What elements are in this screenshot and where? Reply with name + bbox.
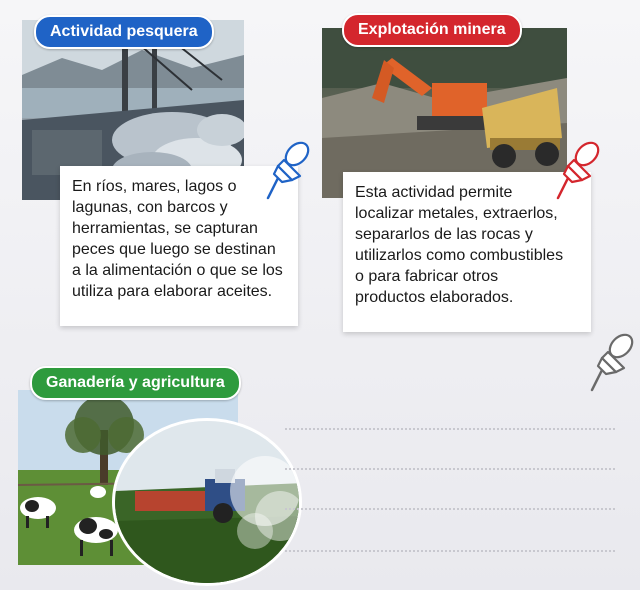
fishing-line: a la alimentación o que se los	[72, 262, 283, 279]
mining-line: localizar metales, extraerlos,	[355, 205, 558, 222]
fishing-line: peces que luego se destinan	[72, 241, 276, 258]
pushpin-icon	[556, 138, 600, 205]
writing-line	[285, 468, 615, 470]
fishing-line: utiliza para elaborar aceites.	[72, 283, 273, 300]
mining-line: o para fabricar otros	[355, 268, 499, 285]
mining-line: Esta actividad permite	[355, 184, 513, 201]
farming-title: Ganadería y agricultura	[30, 366, 241, 400]
pushpin-icon	[266, 138, 310, 205]
pushpin-icon	[590, 330, 634, 397]
mining-line: separarlos de las rocas y	[355, 226, 533, 243]
writing-line	[285, 508, 615, 510]
writing-line	[285, 550, 615, 552]
fishing-line: herramientas, se capturan	[72, 220, 258, 237]
fishing-line: lagunas, con barcos y	[72, 199, 228, 216]
fishing-description	[60, 166, 298, 326]
fishing-title: Actividad pesquera	[34, 15, 214, 49]
mining-line: utilizarlos como combustibles	[355, 247, 564, 264]
mining-description	[343, 172, 591, 332]
writing-line	[285, 428, 615, 430]
mining-line: productos elaborados.	[355, 289, 514, 306]
fishing-line: En ríos, mares, lagos o	[72, 178, 237, 195]
harvest-photo	[112, 418, 302, 586]
writing-area[interactable]	[285, 418, 615, 568]
mining-title: Explotación minera	[342, 13, 522, 47]
